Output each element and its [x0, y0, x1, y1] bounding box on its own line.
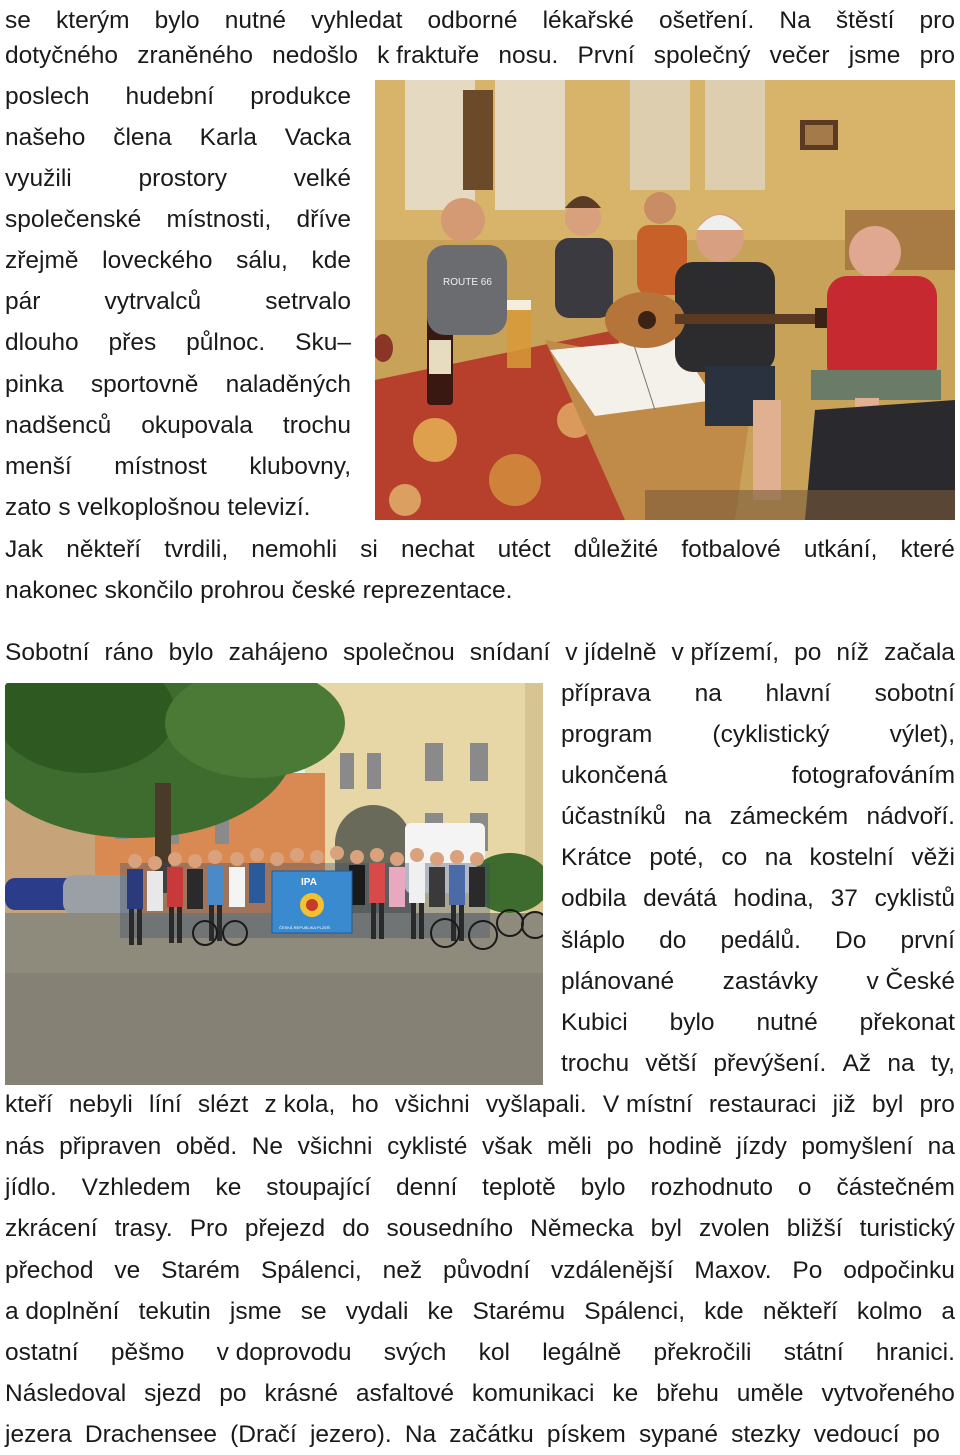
word: loveckého [102, 247, 213, 274]
word: nebyli [68, 1091, 133, 1118]
word: již [832, 1091, 856, 1118]
word: však [481, 1133, 533, 1160]
flag-subtitle-text: ČESKÁ REPUBLIKA PLZEŇ [279, 925, 330, 930]
word: kolmo [856, 1298, 923, 1325]
word: Krátce [561, 844, 632, 871]
text-line [5, 1373, 955, 1414]
word: hodině [648, 1133, 722, 1160]
word: trasy. [114, 1215, 173, 1242]
word: pedálů. [720, 927, 801, 954]
word: přejezd [244, 1215, 326, 1242]
word: státní [783, 1339, 844, 1366]
word: utéct [497, 536, 551, 563]
word: menší [5, 453, 72, 480]
word: zvolen [698, 1215, 770, 1242]
word: české [291, 577, 356, 604]
word: naladěných [225, 371, 351, 398]
word: nádvoří. [866, 803, 955, 830]
word: na [927, 1133, 955, 1160]
word: jsme [848, 42, 901, 69]
word: kde [311, 247, 351, 274]
word: níž [836, 639, 870, 666]
word: teplotě [482, 1174, 556, 1201]
word: odpočinku [843, 1257, 955, 1284]
word: původní [442, 1257, 531, 1284]
word: půlnoc. [186, 329, 266, 356]
word: trochu [561, 1050, 630, 1077]
word: vyhledat [311, 7, 403, 34]
word: legálně [542, 1339, 622, 1366]
word: převýšení. [713, 1050, 827, 1077]
word: skončilo [104, 577, 194, 604]
word: utkání, [803, 536, 878, 563]
word: dříve [296, 206, 351, 233]
word: všichni [297, 1133, 373, 1160]
word: sypané [638, 1421, 718, 1448]
word: přechod [5, 1257, 94, 1284]
word: překonat [859, 1009, 955, 1036]
text-line [5, 632, 955, 673]
text-line [561, 920, 955, 961]
word: První [577, 42, 635, 69]
word: ke [612, 1380, 639, 1407]
word: dlouho [5, 329, 79, 356]
word: Ne [251, 1133, 284, 1160]
text-line [5, 1414, 940, 1455]
word: Po [792, 1257, 823, 1284]
word: po [794, 639, 822, 666]
word: vydali [345, 1298, 409, 1325]
word: připraven [59, 1133, 162, 1160]
word: místnost [114, 453, 207, 480]
text-line [5, 570, 565, 611]
text-line [5, 487, 351, 528]
word: cyklisté [387, 1133, 468, 1160]
word: důležité [573, 536, 659, 563]
word: a doplnění [5, 1298, 120, 1325]
word: nosu. [498, 42, 559, 69]
word: Kubici [561, 1009, 628, 1036]
word: po [219, 1380, 247, 1407]
word: vzdálenější [550, 1257, 674, 1284]
word: snídaní [469, 639, 551, 666]
word: jídlo. [5, 1174, 57, 1201]
word: bylo [154, 7, 200, 34]
word: sousedního [386, 1215, 514, 1242]
word: program [561, 721, 653, 748]
word: ke [427, 1298, 454, 1325]
word: společný [653, 42, 751, 69]
word: jízdy [736, 1133, 787, 1160]
word: Až [842, 1050, 872, 1077]
word: sportovně [90, 371, 199, 398]
word: tekutin [138, 1298, 211, 1325]
word: Následoval [5, 1380, 127, 1407]
text-line [5, 1126, 955, 1167]
text-line [561, 961, 955, 1002]
word: devátá [643, 885, 717, 912]
word: restauraci [708, 1091, 817, 1118]
text-line [5, 322, 351, 363]
word: zraněného [137, 42, 253, 69]
word: do [342, 1215, 370, 1242]
word: odborné [427, 7, 518, 34]
word: Na [404, 1421, 437, 1448]
word: po [606, 1133, 634, 1160]
word: pro [919, 42, 955, 69]
word: se [300, 1298, 327, 1325]
word: člena [113, 124, 172, 151]
text-line [5, 1084, 955, 1125]
word: společenské [5, 206, 142, 233]
word: krásné [264, 1380, 338, 1407]
word: nakonec [5, 577, 98, 604]
word: produkce [250, 83, 351, 110]
word: výlet), [889, 721, 955, 748]
word: pomyšlení [801, 1133, 914, 1160]
word: pinka [5, 371, 64, 398]
word: se [5, 7, 31, 34]
word: nadšenců [5, 412, 112, 439]
word: nutné [756, 1009, 818, 1036]
text-line [5, 446, 351, 487]
word: nemohli [251, 536, 338, 563]
word: poslech [5, 83, 90, 110]
word: všichni [394, 1091, 470, 1118]
word: vyšlapali. [485, 1091, 587, 1118]
word: (Dračí [230, 1421, 297, 1448]
word: Starém [161, 1257, 241, 1284]
word: ostatní [5, 1339, 79, 1366]
word: kterým [56, 7, 130, 34]
word: co [721, 844, 748, 871]
word: ho [351, 1091, 379, 1118]
word: stezky [731, 1421, 801, 1448]
word: na [887, 1050, 915, 1077]
text-line [5, 35, 955, 76]
word: komunikaci [471, 1380, 595, 1407]
word: prohrou [200, 577, 285, 604]
word: bylo [580, 1174, 626, 1201]
word: zřejmě [5, 247, 79, 274]
word: zámeckém [729, 803, 849, 830]
text-line [5, 281, 351, 322]
word: ve [114, 1257, 141, 1284]
word: televizí. [227, 494, 311, 521]
word: fotbalové [681, 536, 781, 563]
word: zastávky [722, 968, 818, 995]
word: ty, [930, 1050, 955, 1077]
text-line [5, 364, 351, 405]
text-line [5, 529, 955, 570]
word: pro [919, 7, 955, 34]
word: Drachensee [84, 1421, 217, 1448]
word: pár [5, 288, 41, 315]
text-line [561, 673, 955, 714]
word: začala [884, 639, 955, 666]
word: do [659, 927, 687, 954]
text-line [561, 1043, 955, 1084]
word: kde [704, 1298, 744, 1325]
word: z kola, [264, 1091, 336, 1118]
word: sjezd [144, 1380, 202, 1407]
word: hudební [125, 83, 215, 110]
word: na [694, 680, 722, 707]
shirt-route66-text: ROUTE 66 [443, 277, 492, 288]
word: Karla [199, 124, 257, 151]
word: zato [5, 494, 52, 521]
word: nás [5, 1133, 45, 1160]
word: svých [383, 1339, 447, 1366]
word: líní [149, 1091, 182, 1118]
word: turistický [859, 1215, 955, 1242]
word: ke [215, 1174, 242, 1201]
word: rozhodnuto [650, 1174, 774, 1201]
word: Spálenci, [260, 1257, 362, 1284]
word: měli [546, 1133, 592, 1160]
word: příprava [561, 680, 651, 707]
word: nechat [400, 536, 475, 563]
word: vedoucí [813, 1421, 900, 1448]
word: šláplo [561, 927, 626, 954]
text-line [5, 405, 351, 446]
word: Sku– [295, 329, 351, 356]
word: nedošlo [272, 42, 358, 69]
word: někteří [66, 536, 142, 563]
word: v přízemí, [671, 639, 780, 666]
word: účastníků [561, 803, 666, 830]
word: kol [478, 1339, 510, 1366]
text-line [5, 199, 351, 240]
word: pěšmo [110, 1339, 185, 1366]
word: břehu [656, 1380, 719, 1407]
word: na [684, 803, 712, 830]
word: denní [395, 1174, 458, 1201]
word: využili [5, 165, 72, 192]
word: Spálenci, [584, 1298, 686, 1325]
text-line [5, 240, 351, 281]
word: plánované [561, 968, 675, 995]
word: trochu [282, 412, 351, 439]
word: v jídelně [565, 639, 657, 666]
word: slézt [197, 1091, 249, 1118]
text-line [5, 1208, 955, 1249]
word: hlavní [765, 680, 831, 707]
word: jezero). [309, 1421, 392, 1448]
text-line [5, 1332, 955, 1373]
word: kostelní [809, 844, 894, 871]
word: jsme [229, 1298, 282, 1325]
word: odbila [561, 885, 627, 912]
photo-evening-music-gathering [375, 80, 955, 520]
word: stoupající [266, 1174, 372, 1201]
word: štěstí [835, 7, 895, 34]
word: Maxov. [694, 1257, 772, 1284]
word: Sobotní [5, 639, 90, 666]
text-line [561, 878, 955, 919]
word: někteří [762, 1298, 838, 1325]
word: prostory [138, 165, 228, 192]
text-line [5, 117, 351, 158]
word: společnou [343, 639, 455, 666]
word: cyklistů [874, 885, 955, 912]
word: větší [645, 1050, 698, 1077]
word: a [941, 1298, 955, 1325]
word: ukončená [561, 762, 668, 789]
flag-ipa-text: IPA [301, 877, 317, 888]
text-line [561, 837, 955, 878]
word: večer [769, 42, 830, 69]
word: Jak [5, 536, 44, 563]
word: kteří [5, 1091, 53, 1118]
word: lékařské [542, 7, 634, 34]
word: hodina, [733, 885, 814, 912]
word: oběd. [175, 1133, 238, 1160]
word: si [360, 536, 378, 563]
word: našeho [5, 124, 86, 151]
word: po [912, 1421, 940, 1448]
word: velké [293, 165, 351, 192]
word: okupovala [141, 412, 253, 439]
word: na [764, 844, 792, 871]
word: Vacka [284, 124, 351, 151]
word: překročili [653, 1339, 752, 1366]
word: s velkoplošnou [58, 494, 221, 521]
text-line [5, 76, 351, 117]
word: uměle [736, 1380, 804, 1407]
word: přes [108, 329, 157, 356]
word: částečném [836, 1174, 955, 1201]
word: Do [835, 927, 867, 954]
word: pískem [546, 1421, 626, 1448]
text-line [5, 1291, 955, 1332]
word: bylo [168, 639, 214, 666]
word: začátku [449, 1421, 534, 1448]
word: zkrácení [5, 1215, 98, 1242]
text-line [561, 796, 955, 837]
word: v České [866, 968, 955, 995]
word: vytvořeného [821, 1380, 955, 1407]
word: hranici. [875, 1339, 955, 1366]
word: bylo [669, 1009, 715, 1036]
word: sálu, [236, 247, 288, 274]
word: 37 [830, 885, 858, 912]
word: o [797, 1174, 812, 1201]
word: poté, [649, 844, 704, 871]
word: pro [919, 1091, 955, 1118]
word: asfaltové [355, 1380, 454, 1407]
text-line [561, 1002, 955, 1043]
word: Německa [530, 1215, 634, 1242]
word: které [900, 536, 955, 563]
word: tvrdili, [164, 536, 229, 563]
word: věži [911, 844, 955, 871]
word: (cyklistický [712, 721, 830, 748]
word: Na [779, 7, 811, 34]
text-line [561, 755, 955, 796]
word: reprezentace. [362, 577, 513, 604]
word: v doprovodu [216, 1339, 352, 1366]
word: k fraktuře [377, 42, 480, 69]
word: ráno [104, 639, 154, 666]
word: sobotní [874, 680, 955, 707]
word: vytrvalců [104, 288, 202, 315]
word: V místní [602, 1091, 693, 1118]
photo-cyclists-group-courtyard [5, 683, 543, 1085]
word: bližší [786, 1215, 843, 1242]
word: byl [871, 1091, 904, 1118]
word: místnosti, [166, 206, 272, 233]
text-line [561, 714, 955, 755]
text-line [5, 1250, 955, 1291]
word: fotografováním [791, 762, 955, 789]
word: jezera [5, 1421, 72, 1448]
word: dotyčného [5, 42, 119, 69]
word: setrvalo [265, 288, 351, 315]
word: zahájeno [228, 639, 329, 666]
word: než [382, 1257, 423, 1284]
word: Vzhledem [81, 1174, 191, 1201]
word: Starému [472, 1298, 566, 1325]
text-line [5, 1167, 955, 1208]
text-line [5, 158, 351, 199]
word: první [900, 927, 955, 954]
word: ošetření. [658, 7, 755, 34]
word: nutné [224, 7, 287, 34]
word: klubovny, [249, 453, 351, 480]
word: byl [650, 1215, 682, 1242]
word: Pro [189, 1215, 228, 1242]
